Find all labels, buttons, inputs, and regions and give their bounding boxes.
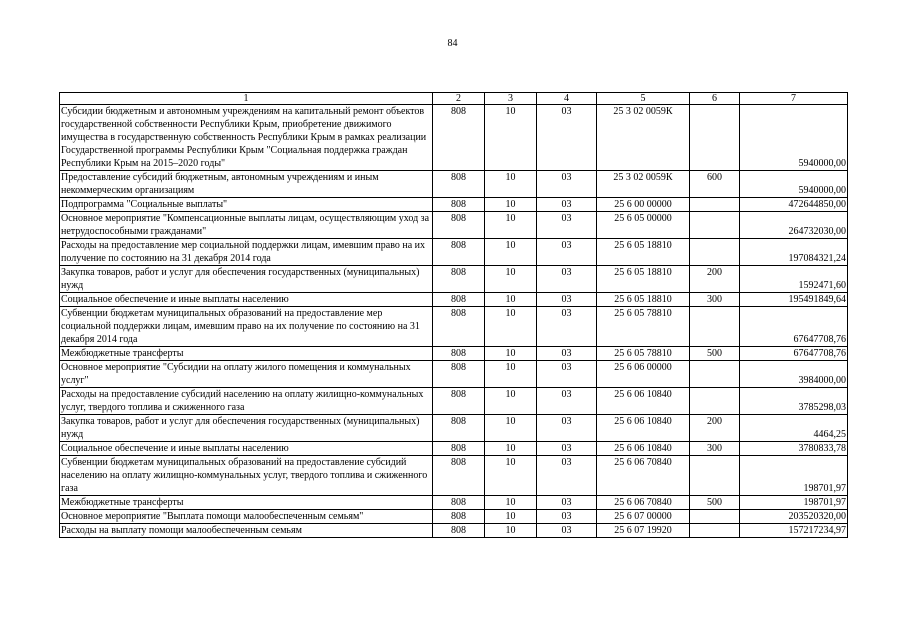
subsection-code-cell: 03 (537, 347, 597, 361)
target-article-cell: 25 6 06 70840 (597, 456, 690, 496)
section-code-cell: 10 (485, 266, 537, 293)
table-row (60, 198, 848, 212)
table-header-row (60, 93, 848, 105)
section-code-cell: 10 (485, 510, 537, 524)
ministry-code-cell: 808 (433, 105, 485, 171)
target-article-cell: 25 3 02 0059К (597, 171, 690, 198)
row-name-cell: Расходы на предоставление мер социальной поддержки лицам, имевшим право на их получение по состоянию на 31 декабря 2014 года (60, 239, 433, 266)
section-code-cell: 10 (485, 361, 537, 388)
section-code-cell: 10 (485, 212, 537, 239)
subsection-code-cell: 03 (537, 293, 597, 307)
row-name-cell: Расходы на выплату помощи малообеспеченным семьям (60, 524, 433, 538)
ministry-code-cell: 808 (433, 293, 485, 307)
subsection-code-cell: 03 (537, 388, 597, 415)
subsection-code-cell: 03 (537, 171, 597, 198)
subsection-code-cell: 03 (537, 212, 597, 239)
row-name-cell: Расходы на предоставление субсидий населению на оплату жилищно-коммунальных услуг, твердого топлива и сжиженного газа (60, 388, 433, 415)
amount-cell: 264732030,00 (740, 212, 848, 239)
amount-cell: 67647708,76 (740, 347, 848, 361)
table-row (60, 442, 848, 456)
expense-type-cell: 500 (690, 496, 740, 510)
section-code-cell: 10 (485, 456, 537, 496)
amount-cell: 67647708,76 (740, 307, 848, 347)
subsection-code-cell: 03 (537, 105, 597, 171)
table-row (60, 456, 848, 496)
target-article-cell: 25 6 07 19920 (597, 524, 690, 538)
row-name-cell: Предоставление субсидий бюджетным, автономным учреждениям и иным некоммерческим организациям (60, 171, 433, 198)
target-article-cell: 25 6 05 18810 (597, 239, 690, 266)
table-row (60, 510, 848, 524)
ministry-code-cell: 808 (433, 239, 485, 266)
expense-type-cell (690, 361, 740, 388)
table-row (60, 212, 848, 239)
ministry-code-cell: 808 (433, 361, 485, 388)
table-row (60, 388, 848, 415)
column-header: 6 (690, 93, 740, 105)
target-article-cell: 25 6 06 70840 (597, 496, 690, 510)
ministry-code-cell: 808 (433, 442, 485, 456)
row-name-cell: Подпрограмма "Социальные выплаты" (60, 198, 433, 212)
ministry-code-cell: 808 (433, 198, 485, 212)
row-name-cell: Субвенции бюджетам муниципальных образований на предоставление субсидий населению на оплату жилищно-коммунальных услуг, твердого топлива и сжиженного газа (60, 456, 433, 496)
expense-type-cell: 200 (690, 266, 740, 293)
target-article-cell: 25 6 05 18810 (597, 293, 690, 307)
column-header: 3 (485, 93, 537, 105)
ministry-code-cell: 808 (433, 307, 485, 347)
ministry-code-cell: 808 (433, 524, 485, 538)
page-number: 84 (447, 38, 458, 49)
subsection-code-cell: 03 (537, 524, 597, 538)
section-code-cell: 10 (485, 198, 537, 212)
column-header: 5 (597, 93, 690, 105)
ministry-code-cell: 808 (433, 496, 485, 510)
expense-type-cell (690, 198, 740, 212)
expense-type-cell: 500 (690, 347, 740, 361)
amount-cell: 5940000,00 (740, 171, 848, 198)
table-row (60, 347, 848, 361)
amount-cell: 197084321,24 (740, 239, 848, 266)
ministry-code-cell: 808 (433, 347, 485, 361)
row-name-cell: Социальное обеспечение и иные выплаты населению (60, 293, 433, 307)
table-row (60, 171, 848, 198)
ministry-code-cell: 808 (433, 171, 485, 198)
expense-type-cell (690, 456, 740, 496)
row-name-cell: Субвенции бюджетам муниципальных образований на предоставление мер социальной поддержки лицам, имевшим право на их получение по состоянию на 31 декабря 2014 года (60, 307, 433, 347)
expense-type-cell (690, 239, 740, 266)
amount-cell: 203520320,00 (740, 510, 848, 524)
table-row (60, 239, 848, 266)
amount-cell: 472644850,00 (740, 198, 848, 212)
subsection-code-cell: 03 (537, 496, 597, 510)
row-name-cell: Социальное обеспечение и иные выплаты населению (60, 442, 433, 456)
budget-table (59, 92, 848, 538)
column-header: 4 (537, 93, 597, 105)
ministry-code-cell: 808 (433, 510, 485, 524)
table-row (60, 105, 848, 171)
section-code-cell: 10 (485, 105, 537, 171)
expense-type-cell: 600 (690, 171, 740, 198)
table-row (60, 524, 848, 538)
section-code-cell: 10 (485, 496, 537, 510)
table-row (60, 293, 848, 307)
target-article-cell: 25 6 05 78810 (597, 307, 690, 347)
target-article-cell: 25 6 05 18810 (597, 266, 690, 293)
expense-type-cell (690, 510, 740, 524)
section-code-cell: 10 (485, 524, 537, 538)
amount-cell: 198701,97 (740, 456, 848, 496)
target-article-cell: 25 6 00 00000 (597, 198, 690, 212)
amount-cell: 5940000,00 (740, 105, 848, 171)
subsection-code-cell: 03 (537, 198, 597, 212)
expense-type-cell: 300 (690, 442, 740, 456)
ministry-code-cell: 808 (433, 415, 485, 442)
table-row (60, 496, 848, 510)
section-code-cell: 10 (485, 171, 537, 198)
target-article-cell: 25 6 05 78810 (597, 347, 690, 361)
column-header: 7 (740, 93, 848, 105)
amount-cell: 1592471,60 (740, 266, 848, 293)
row-name-cell: Закупка товаров, работ и услуг для обеспечения государственных (муниципальных) нужд (60, 266, 433, 293)
ministry-code-cell: 808 (433, 266, 485, 293)
subsection-code-cell: 03 (537, 442, 597, 456)
target-article-cell: 25 6 06 10840 (597, 415, 690, 442)
expense-type-cell (690, 212, 740, 239)
expense-type-cell (690, 105, 740, 171)
section-code-cell: 10 (485, 415, 537, 442)
subsection-code-cell: 03 (537, 361, 597, 388)
ministry-code-cell: 808 (433, 212, 485, 239)
target-article-cell: 25 6 06 10840 (597, 442, 690, 456)
row-name-cell: Субсидии бюджетным и автономным учреждениям на капитальный ремонт объектов государственной собственности Республики Крым, приобретение движимого имущества в государственную собственность Республики Крым в рамках реализации Государственной программы Республики Крым "Социальная поддержка граждан Республики Крым на 2015–2020 годы" (60, 105, 433, 171)
target-article-cell: 25 6 06 10840 (597, 388, 690, 415)
column-header: 2 (433, 93, 485, 105)
row-name-cell: Межбюджетные трансферты (60, 347, 433, 361)
section-code-cell: 10 (485, 347, 537, 361)
subsection-code-cell: 03 (537, 415, 597, 442)
amount-cell: 3780833,78 (740, 442, 848, 456)
subsection-code-cell: 03 (537, 510, 597, 524)
table-row (60, 266, 848, 293)
subsection-code-cell: 03 (537, 266, 597, 293)
section-code-cell: 10 (485, 239, 537, 266)
subsection-code-cell: 03 (537, 307, 597, 347)
amount-cell: 157217234,97 (740, 524, 848, 538)
row-name-cell: Основное мероприятие "Выплата помощи малообеспеченным семьям" (60, 510, 433, 524)
expense-type-cell: 200 (690, 415, 740, 442)
row-name-cell: Межбюджетные трансферты (60, 496, 433, 510)
section-code-cell: 10 (485, 307, 537, 347)
target-article-cell: 25 3 02 0059К (597, 105, 690, 171)
target-article-cell: 25 6 05 00000 (597, 212, 690, 239)
row-name-cell: Основное мероприятие "Субсидии на оплату жилого помещения и коммунальных услуг" (60, 361, 433, 388)
column-header: 1 (60, 93, 433, 105)
amount-cell: 3785298,03 (740, 388, 848, 415)
amount-cell: 195491849,64 (740, 293, 848, 307)
expense-type-cell (690, 388, 740, 415)
row-name-cell: Основное мероприятие "Компенсационные выплаты лицам, осуществляющим уход за нетрудоспособными гражданами" (60, 212, 433, 239)
ministry-code-cell: 808 (433, 456, 485, 496)
table-row (60, 361, 848, 388)
amount-cell: 3984000,00 (740, 361, 848, 388)
section-code-cell: 10 (485, 442, 537, 456)
section-code-cell: 10 (485, 388, 537, 415)
expense-type-cell (690, 307, 740, 347)
section-code-cell: 10 (485, 293, 537, 307)
row-name-cell: Закупка товаров, работ и услуг для обеспечения государственных (муниципальных) нужд (60, 415, 433, 442)
subsection-code-cell: 03 (537, 239, 597, 266)
table-row (60, 307, 848, 347)
target-article-cell: 25 6 07 00000 (597, 510, 690, 524)
expense-type-cell: 300 (690, 293, 740, 307)
amount-cell: 198701,97 (740, 496, 848, 510)
target-article-cell: 25 6 06 00000 (597, 361, 690, 388)
subsection-code-cell: 03 (537, 456, 597, 496)
amount-cell: 4464,25 (740, 415, 848, 442)
ministry-code-cell: 808 (433, 388, 485, 415)
expense-type-cell (690, 524, 740, 538)
table-row (60, 415, 848, 442)
